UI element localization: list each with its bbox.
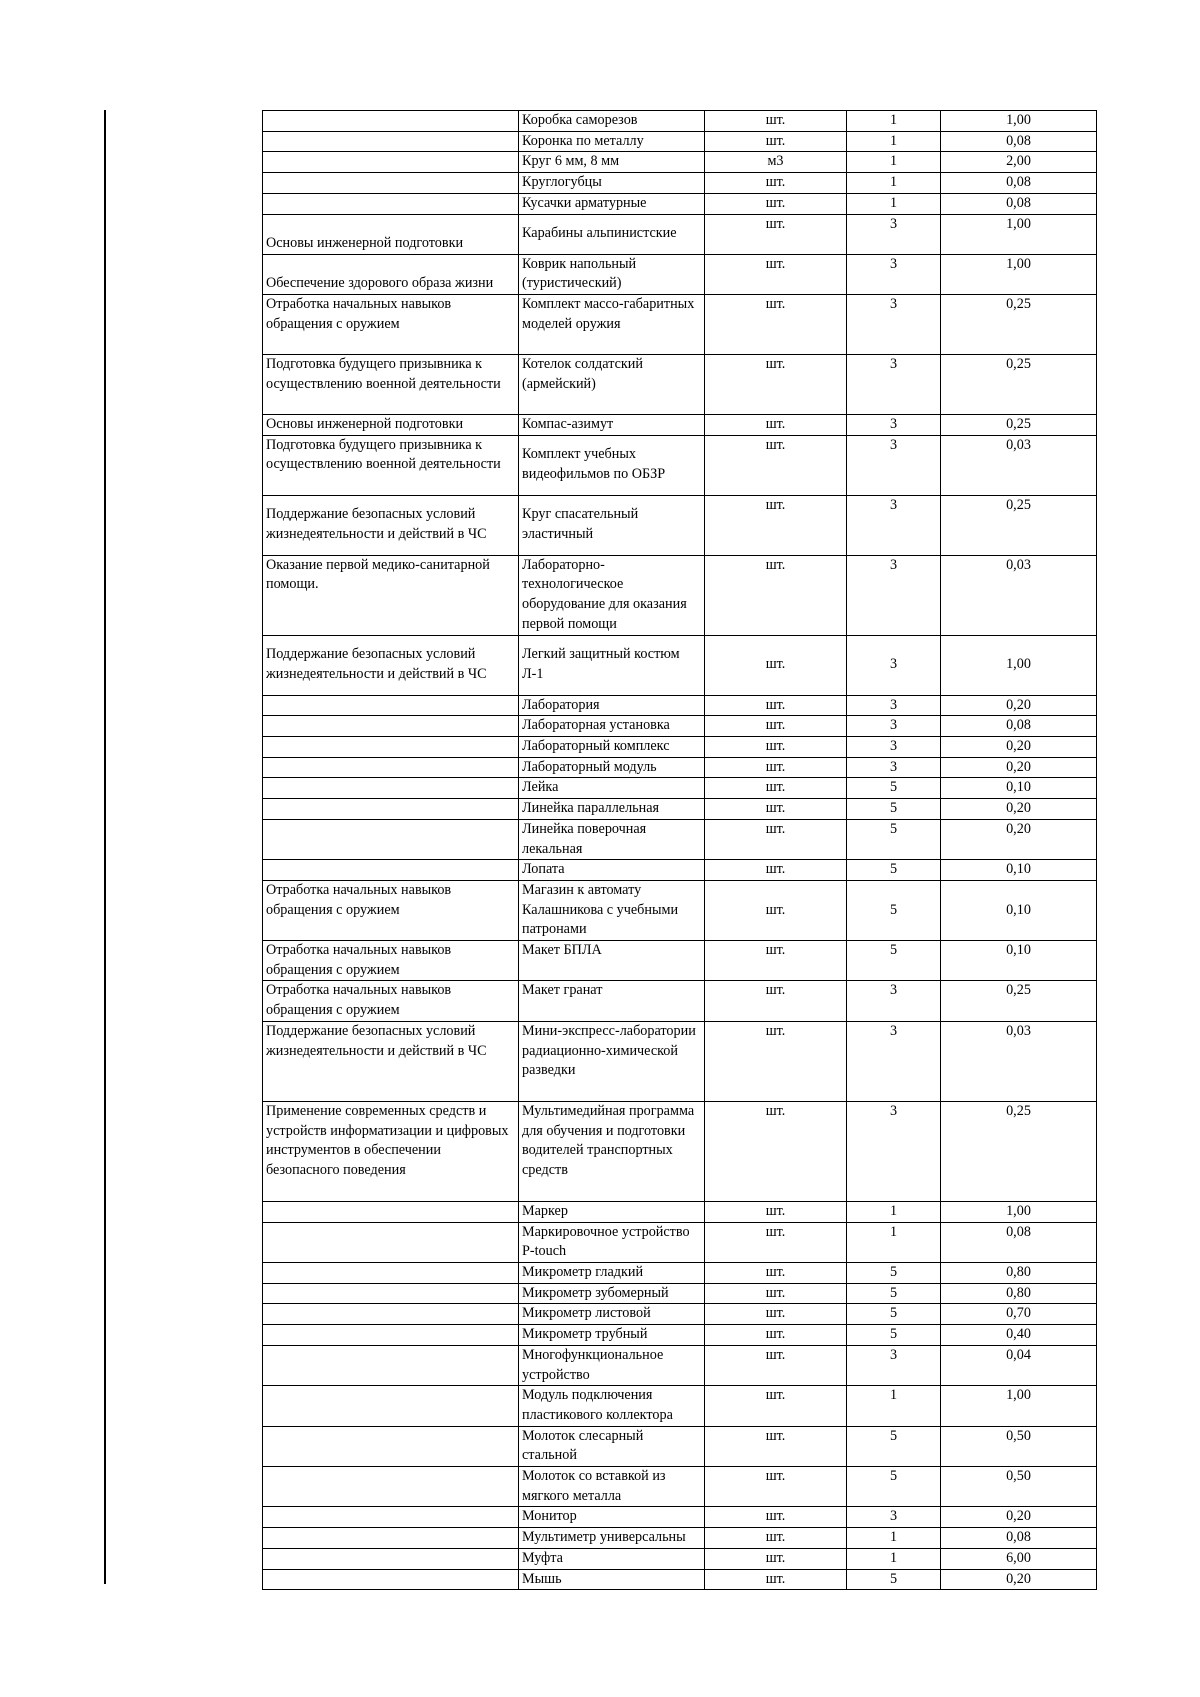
table-row [263,254,1097,294]
row-unit-cell: шт. [705,1304,847,1325]
row-unit-cell: шт. [705,214,847,254]
row-unit-cell: шт. [705,981,847,1021]
table-row [263,819,1097,859]
row-section-cell [263,1283,519,1304]
row-section-cell [263,778,519,799]
row-section-cell [263,1386,519,1426]
row-coefficient-cell: 1,00 [941,635,1097,695]
row-item-name-cell: Лейка [519,778,705,799]
row-item-name-cell: Линейка параллельная [519,799,705,820]
table-row [263,173,1097,194]
row-section-cell [263,737,519,758]
row-section-cell [263,1548,519,1569]
row-unit-cell: шт. [705,716,847,737]
table-row [263,1528,1097,1549]
row-item-name-cell: Коврик напольный (туристический) [519,254,705,294]
row-section-cell [263,716,519,737]
row-section-cell [263,1528,519,1549]
row-unit-cell: шт. [705,1201,847,1222]
row-coefficient-cell: 0,20 [941,1569,1097,1590]
row-unit-cell: шт. [705,1528,847,1549]
row-quantity-cell: 3 [847,435,941,495]
table-row [263,880,1097,940]
row-coefficient-cell: 0,08 [941,716,1097,737]
row-coefficient-cell: 0,10 [941,860,1097,881]
row-coefficient-cell: 0,08 [941,131,1097,152]
row-unit-cell: шт. [705,1101,847,1201]
table-row [263,695,1097,716]
row-item-name-cell: Круг спасательный эластичный [519,495,705,555]
row-quantity-cell: 1 [847,1548,941,1569]
row-quantity-cell: 3 [847,737,941,758]
row-item-name-cell: Комплект массо-габаритных моделей оружия [519,294,705,354]
row-coefficient-cell: 0,08 [941,173,1097,194]
row-coefficient-cell: 0,25 [941,981,1097,1021]
table-row [263,860,1097,881]
row-item-name-cell: Легкий защитный костюм Л-1 [519,635,705,695]
row-unit-cell: шт. [705,495,847,555]
row-section-cell: Подготовка будущего призывника к осуществлению военной деятельности [263,435,519,495]
row-item-name-cell: Макет БПЛА [519,941,705,981]
row-section-cell [263,819,519,859]
row-section-cell: Основы инженерной подготовки [263,214,519,254]
row-coefficient-cell: 0,80 [941,1262,1097,1283]
row-coefficient-cell: 0,50 [941,1467,1097,1507]
row-quantity-cell: 5 [847,1467,941,1507]
row-coefficient-cell: 0,25 [941,354,1097,414]
row-coefficient-cell: 0,10 [941,941,1097,981]
row-unit-cell: шт. [705,1283,847,1304]
row-coefficient-cell: 0,20 [941,1507,1097,1528]
row-unit-cell: шт. [705,941,847,981]
row-coefficient-cell: 0,25 [941,414,1097,435]
row-coefficient-cell: 0,40 [941,1325,1097,1346]
row-section-cell [263,1426,519,1466]
row-item-name-cell: Круг 6 мм, 8 мм [519,152,705,173]
row-coefficient-cell: 0,70 [941,1304,1097,1325]
row-quantity-cell: 3 [847,1101,941,1201]
row-quantity-cell: 5 [847,1304,941,1325]
row-quantity-cell: 3 [847,555,941,635]
row-quantity-cell: 3 [847,254,941,294]
row-section-cell: Оказание первой медико-санитарной помощи. [263,555,519,635]
table-row [263,716,1097,737]
row-section-cell: Поддержание безопасных условий жизнедеятельности и действий в ЧС [263,635,519,695]
row-item-name-cell: Модуль подключения пластикового коллектора [519,1386,705,1426]
row-unit-cell: шт. [705,254,847,294]
row-unit-cell: шт. [705,635,847,695]
row-unit-cell: шт. [705,111,847,132]
table-row [263,1222,1097,1262]
row-unit-cell: шт. [705,819,847,859]
row-coefficient-cell: 0,03 [941,555,1097,635]
row-quantity-cell: 3 [847,1507,941,1528]
row-section-cell [263,1262,519,1283]
row-unit-cell: шт. [705,173,847,194]
row-item-name-cell: Мультиметр универсальны [519,1528,705,1549]
row-section-cell [263,1222,519,1262]
row-coefficient-cell: 6,00 [941,1548,1097,1569]
row-unit-cell: шт. [705,860,847,881]
row-item-name-cell: Маркер [519,1201,705,1222]
row-quantity-cell: 3 [847,354,941,414]
row-unit-cell: шт. [705,880,847,940]
row-quantity-cell: 5 [847,1569,941,1590]
row-unit-cell: шт. [705,695,847,716]
row-item-name-cell: Котелок солдатский (армейский) [519,354,705,414]
row-coefficient-cell: 0,08 [941,1528,1097,1549]
row-coefficient-cell: 0,08 [941,1222,1097,1262]
row-item-name-cell: Маркировочное устройство P-touch [519,1222,705,1262]
row-unit-cell: шт. [705,1386,847,1426]
row-section-cell [263,1201,519,1222]
table-row [263,555,1097,635]
table-row [263,354,1097,414]
row-unit-cell: м3 [705,152,847,173]
table-row [263,131,1097,152]
row-unit-cell: шт. [705,414,847,435]
table-row [263,193,1097,214]
row-item-name-cell: Линейка поверочная лекальная [519,819,705,859]
table-row [263,294,1097,354]
table-row [263,1548,1097,1569]
row-item-name-cell: Коронка по металлу [519,131,705,152]
row-item-name-cell: Микрометр листовой [519,1304,705,1325]
row-section-cell: Отработка начальных навыков обращения с оружием [263,880,519,940]
table-row [263,757,1097,778]
row-section-cell [263,173,519,194]
row-section-cell [263,152,519,173]
row-unit-cell: шт. [705,1548,847,1569]
row-unit-cell: шт. [705,131,847,152]
row-section-cell [263,799,519,820]
row-quantity-cell: 3 [847,294,941,354]
row-section-cell: Отработка начальных навыков обращения с оружием [263,941,519,981]
table-row [263,1201,1097,1222]
row-coefficient-cell: 0,25 [941,495,1097,555]
row-quantity-cell: 3 [847,716,941,737]
row-unit-cell: шт. [705,799,847,820]
row-item-name-cell: Макет гранат [519,981,705,1021]
row-section-cell [263,111,519,132]
table-row [263,1569,1097,1590]
table-row [263,1467,1097,1507]
row-coefficient-cell: 0,03 [941,1021,1097,1101]
row-coefficient-cell: 0,10 [941,778,1097,799]
table-row [263,981,1097,1021]
row-item-name-cell: Кусачки арматурные [519,193,705,214]
row-unit-cell: шт. [705,757,847,778]
row-quantity-cell: 1 [847,1201,941,1222]
row-section-cell [263,860,519,881]
row-item-name-cell: Мультимедийная программа для обучения и подготовки водителей транспортных средств [519,1101,705,1201]
row-unit-cell: шт. [705,193,847,214]
table-row [263,1426,1097,1466]
row-coefficient-cell: 0,20 [941,737,1097,758]
row-section-cell [263,131,519,152]
table-row [263,1262,1097,1283]
row-unit-cell: шт. [705,435,847,495]
row-quantity-cell: 3 [847,495,941,555]
table-row [263,635,1097,695]
row-quantity-cell: 3 [847,1345,941,1385]
table-row [263,414,1097,435]
row-item-name-cell: Круглогубцы [519,173,705,194]
table-row [263,152,1097,173]
row-coefficient-cell: 0,20 [941,819,1097,859]
row-quantity-cell: 5 [847,1262,941,1283]
row-quantity-cell: 5 [847,1283,941,1304]
row-section-cell [263,1507,519,1528]
row-section-cell [263,1345,519,1385]
row-section-cell: Поддержание безопасных условий жизнедеятельности и действий в ЧС [263,1021,519,1101]
table-row [263,435,1097,495]
row-section-cell: Применение современных средств и устройств информатизации и цифровых инструментов в обеспечении безопасного поведения [263,1101,519,1201]
row-quantity-cell: 1 [847,1222,941,1262]
row-section-cell: Отработка начальных навыков обращения с оружием [263,981,519,1021]
row-item-name-cell: Лаборатория [519,695,705,716]
table-row [263,799,1097,820]
row-quantity-cell: 5 [847,1426,941,1466]
row-coefficient-cell: 0,20 [941,695,1097,716]
row-coefficient-cell: 0,10 [941,880,1097,940]
row-unit-cell: шт. [705,1569,847,1590]
row-unit-cell: шт. [705,778,847,799]
row-quantity-cell: 3 [847,414,941,435]
row-section-cell [263,1467,519,1507]
inventory-table-body [263,111,1097,1590]
table-row [263,1021,1097,1101]
row-quantity-cell: 5 [847,941,941,981]
row-section-cell [263,695,519,716]
row-item-name-cell: Лабораторный комплекс [519,737,705,758]
row-section-cell [263,193,519,214]
row-section-cell [263,1325,519,1346]
page-margin-line [104,110,106,1584]
row-quantity-cell: 1 [847,152,941,173]
row-quantity-cell: 5 [847,819,941,859]
row-coefficient-cell: 0,25 [941,1101,1097,1201]
row-section-cell: Обеспечение здорового образа жизни [263,254,519,294]
row-unit-cell: шт. [705,1325,847,1346]
row-unit-cell: шт. [705,1021,847,1101]
row-quantity-cell: 5 [847,778,941,799]
row-quantity-cell: 1 [847,173,941,194]
row-item-name-cell: Коробка саморезов [519,111,705,132]
row-quantity-cell: 1 [847,1386,941,1426]
table-row [263,1345,1097,1385]
table-row [263,1101,1097,1201]
table-row [263,941,1097,981]
row-quantity-cell: 1 [847,111,941,132]
row-coefficient-cell: 1,00 [941,254,1097,294]
row-item-name-cell: Лабораторно-технологическое оборудование для оказания первой помощи [519,555,705,635]
table-row [263,1507,1097,1528]
inventory-table [262,110,1097,1590]
row-unit-cell: шт. [705,354,847,414]
row-item-name-cell: Монитор [519,1507,705,1528]
row-quantity-cell: 5 [847,1325,941,1346]
row-coefficient-cell: 1,00 [941,1201,1097,1222]
row-unit-cell: шт. [705,294,847,354]
row-item-name-cell: Мини-экспресс-лаборатории радиационно-химической разведки [519,1021,705,1101]
row-section-cell: Основы инженерной подготовки [263,414,519,435]
row-unit-cell: шт. [705,1426,847,1466]
row-unit-cell: шт. [705,1467,847,1507]
row-item-name-cell: Комплект учебных видеофильмов по ОБЗР [519,435,705,495]
table-row [263,495,1097,555]
table-row [263,1283,1097,1304]
row-coefficient-cell: 0,20 [941,799,1097,820]
row-item-name-cell: Муфта [519,1548,705,1569]
row-section-cell [263,1569,519,1590]
row-item-name-cell: Молоток слесарный стальной [519,1426,705,1466]
row-quantity-cell: 3 [847,981,941,1021]
row-quantity-cell: 3 [847,214,941,254]
row-item-name-cell: Мышь [519,1569,705,1590]
row-quantity-cell: 5 [847,860,941,881]
row-quantity-cell: 1 [847,193,941,214]
row-unit-cell: шт. [705,1345,847,1385]
row-coefficient-cell: 0,04 [941,1345,1097,1385]
table-row [263,1304,1097,1325]
row-coefficient-cell: 0,50 [941,1426,1097,1466]
row-item-name-cell: Микрометр трубный [519,1325,705,1346]
row-section-cell: Подготовка будущего призывника к осуществлению военной деятельности [263,354,519,414]
table-row [263,214,1097,254]
row-section-cell [263,1304,519,1325]
row-section-cell: Отработка начальных навыков обращения с оружием [263,294,519,354]
row-item-name-cell: Карабины альпинистские [519,214,705,254]
row-item-name-cell: Микрометр зубомерный [519,1283,705,1304]
row-item-name-cell: Лабораторный модуль [519,757,705,778]
row-quantity-cell: 3 [847,635,941,695]
row-quantity-cell: 5 [847,799,941,820]
row-quantity-cell: 1 [847,1528,941,1549]
row-section-cell [263,757,519,778]
table-row [263,737,1097,758]
row-coefficient-cell: 0,08 [941,193,1097,214]
row-coefficient-cell: 0,03 [941,435,1097,495]
table-row [263,111,1097,132]
row-quantity-cell: 3 [847,695,941,716]
row-item-name-cell: Микрометр гладкий [519,1262,705,1283]
row-item-name-cell: Многофункциональное устройство [519,1345,705,1385]
row-unit-cell: шт. [705,737,847,758]
row-unit-cell: шт. [705,1262,847,1283]
row-unit-cell: шт. [705,1222,847,1262]
row-quantity-cell: 5 [847,880,941,940]
row-item-name-cell: Компас-азимут [519,414,705,435]
row-coefficient-cell: 0,80 [941,1283,1097,1304]
row-section-cell: Поддержание безопасных условий жизнедеятельности и действий в ЧС [263,495,519,555]
row-item-name-cell: Молоток со вставкой из мягкого металла [519,1467,705,1507]
row-unit-cell: шт. [705,555,847,635]
row-coefficient-cell: 1,00 [941,214,1097,254]
row-item-name-cell: Магазин к автомату Калашникова с учебными патронами [519,880,705,940]
row-quantity-cell: 1 [847,131,941,152]
table-row [263,778,1097,799]
row-coefficient-cell: 2,00 [941,152,1097,173]
row-quantity-cell: 3 [847,1021,941,1101]
row-coefficient-cell: 0,25 [941,294,1097,354]
row-quantity-cell: 3 [847,757,941,778]
row-item-name-cell: Лабораторная установка [519,716,705,737]
row-unit-cell: шт. [705,1507,847,1528]
row-item-name-cell: Лопата [519,860,705,881]
table-row [263,1325,1097,1346]
row-coefficient-cell: 1,00 [941,1386,1097,1426]
row-coefficient-cell: 1,00 [941,111,1097,132]
table-row [263,1386,1097,1426]
row-coefficient-cell: 0,20 [941,757,1097,778]
